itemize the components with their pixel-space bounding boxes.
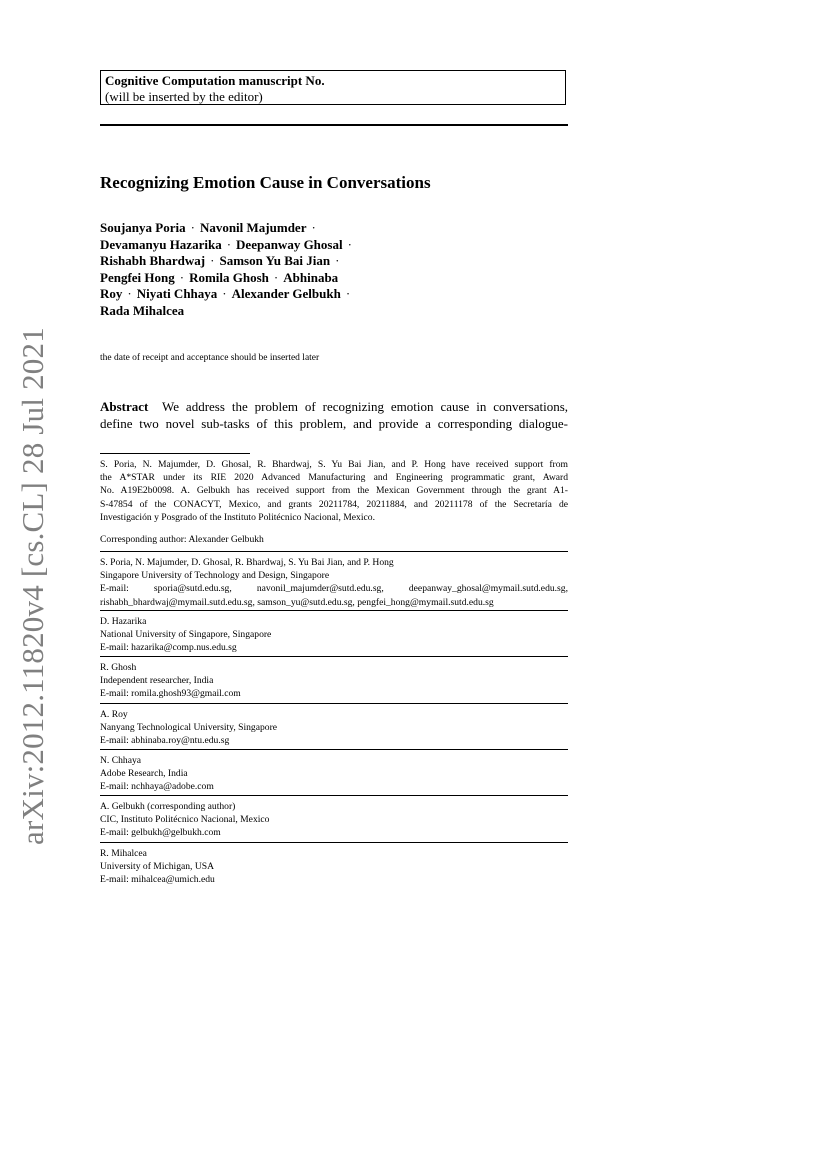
affiliation-block xyxy=(100,661,568,701)
affiliation-institution: Adobe Research, India xyxy=(100,768,188,780)
author-name: Navonil Majumder xyxy=(199,220,307,235)
divider xyxy=(100,703,568,704)
editor-note: (will be inserted by the editor) xyxy=(105,89,263,104)
affiliation-institution: University of Michigan, USA xyxy=(100,861,215,873)
abstract-line xyxy=(100,398,568,415)
author-name: Abhinaba xyxy=(283,269,339,285)
affiliation-institution: Singapore University of Technology and Design, Singapore xyxy=(100,570,330,582)
affiliation-email: E-mail: romila.ghosh93@gmail.com xyxy=(100,688,241,700)
affiliation-email: E-mail: gelbukh@gelbukh.com xyxy=(100,827,221,839)
divider xyxy=(100,795,568,796)
affiliation-email: rishabh_bhardwaj@mymail.sutd.edu.sg, samson_yu@sutd.edu.sg, pengfei_hong@mymail.sutd.edu.sg xyxy=(100,596,494,608)
arxiv-stamp: arXiv:2012.11820v4 [cs.CL] 28 Jul 2021 xyxy=(15,327,50,845)
affiliation-institution: CIC, Instituto Politécnico Nacional, Mexico xyxy=(100,814,270,826)
author-line: Devamanyu Hazarika · Deepanway Ghosal · xyxy=(100,236,352,252)
author-line: Roy · Niyati Chhaya · Alexander Gelbukh · xyxy=(100,286,351,301)
funding-line: the A*STAR under its RIE 2020 Advanced Manufacturing and Engineering programmatic grant, Award xyxy=(100,472,568,484)
author-name: Samson Yu Bai Jian xyxy=(219,253,331,268)
affiliation-institution: Independent researcher, India xyxy=(100,675,214,687)
affiliation-block xyxy=(100,556,568,609)
author-line: Pengfei Hong · Romila Ghosh · Abhinaba xyxy=(100,269,339,285)
affiliation-institution: Nanyang Technological University, Singapore xyxy=(100,722,278,734)
affiliation-names: R. Mihalcea xyxy=(100,848,147,859)
abstract-line: define two novel sub-tasks of this problem, and provide a corresponding dialogue- xyxy=(100,416,568,431)
funding-line: S. Poria, N. Majumder, D. Ghosal, R. Bhardwaj, S. Yu Bai Jian, and P. Hong have received support from xyxy=(100,459,568,470)
author-line: Rishabh Bhardwaj · Samson Yu Bai Jian · xyxy=(100,253,340,268)
affiliation-email: E-mail: abhinaba.roy@ntu.edu.sg xyxy=(100,735,230,747)
author-name: Niyati Chhaya xyxy=(136,286,218,301)
paper-title: Recognizing Emotion Cause in Conversations xyxy=(100,173,431,192)
affiliation-block xyxy=(100,615,568,655)
divider xyxy=(100,749,568,750)
author-name: Deepanway Ghosal xyxy=(236,236,343,252)
divider xyxy=(100,610,568,611)
author-name: Roy xyxy=(100,286,123,301)
abstract xyxy=(100,398,568,432)
divider xyxy=(100,656,568,657)
affiliation-email: E-mail: sporia@sutd.edu.sg, navonil_majumder@sutd.edu.sg, deepanway_ghosal@mymail.sutd.edu.sg, xyxy=(100,583,568,595)
author-line xyxy=(100,303,390,320)
affiliation-email: E-mail: nchhaya@adobe.com xyxy=(100,781,214,793)
corresponding-note: Corresponding author: Alexander Gelbukh xyxy=(100,534,264,545)
affiliation-names: A. Roy xyxy=(100,709,128,720)
affiliation-names: N. Chhaya xyxy=(100,755,142,766)
receipt-note: the date of receipt and acceptance should be inserted later xyxy=(100,353,320,363)
author-name: Devamanyu Hazarika xyxy=(100,236,222,252)
affiliation-names: S. Poria, N. Majumder, D. Ghosal, R. Bhardwaj, S. Yu Bai Jian, and P. Hong xyxy=(100,557,394,568)
affiliation-names: R. Ghosh xyxy=(100,662,137,673)
author-name: Soujanya Poria xyxy=(100,220,186,235)
affiliation-names: D. Hazarika xyxy=(100,616,147,627)
affiliation-institution: National University of Singapore, Singapore xyxy=(100,629,272,641)
affiliation-email: E-mail: hazarika@comp.nus.edu.sg xyxy=(100,642,237,654)
editor-notice-box xyxy=(100,70,566,105)
affiliation-email: E-mail: mihalcea@umich.edu xyxy=(100,874,215,886)
abstract-text: We address the problem of recognizing emotion cause in conversations, xyxy=(162,399,568,414)
author-name: Pengfei Hong xyxy=(100,269,175,285)
author-name: Rada Mihalcea xyxy=(100,302,185,318)
affiliation-block xyxy=(100,754,568,794)
funding-line: S-47854 of the CONACYT, Mexico, and grants 20211784, 20211884, and 20211178 of the Secretaría de xyxy=(100,498,568,510)
affiliation-block xyxy=(100,847,568,887)
affiliation-block xyxy=(100,800,568,840)
author-list xyxy=(100,220,390,319)
divider xyxy=(100,551,568,552)
affiliation-names: A. Gelbukh (corresponding author) xyxy=(100,801,236,812)
author-name: Rishabh Bhardwaj xyxy=(100,253,206,268)
funding-line: Investigación y Posgrado of the Instituto Politécnico Nacional, Mexico. xyxy=(100,511,375,523)
funding-line: No. A19E2b0098. A. Gelbukh has received support from the Mexican Government through the grant A1- xyxy=(100,485,568,497)
header-rule xyxy=(100,124,568,126)
author-name: Romila Ghosh xyxy=(189,269,269,285)
author-line: Soujanya Poria · Navonil Majumder · xyxy=(100,220,316,235)
author-name: Alexander Gelbukh xyxy=(231,286,341,301)
affiliation-block xyxy=(100,708,568,748)
abstract-label: Abstract xyxy=(100,399,149,414)
manuscript-label: Cognitive Computation manuscript No. xyxy=(105,73,325,88)
footnote-rule xyxy=(100,453,250,454)
divider xyxy=(100,842,568,843)
funding-note xyxy=(100,458,568,524)
